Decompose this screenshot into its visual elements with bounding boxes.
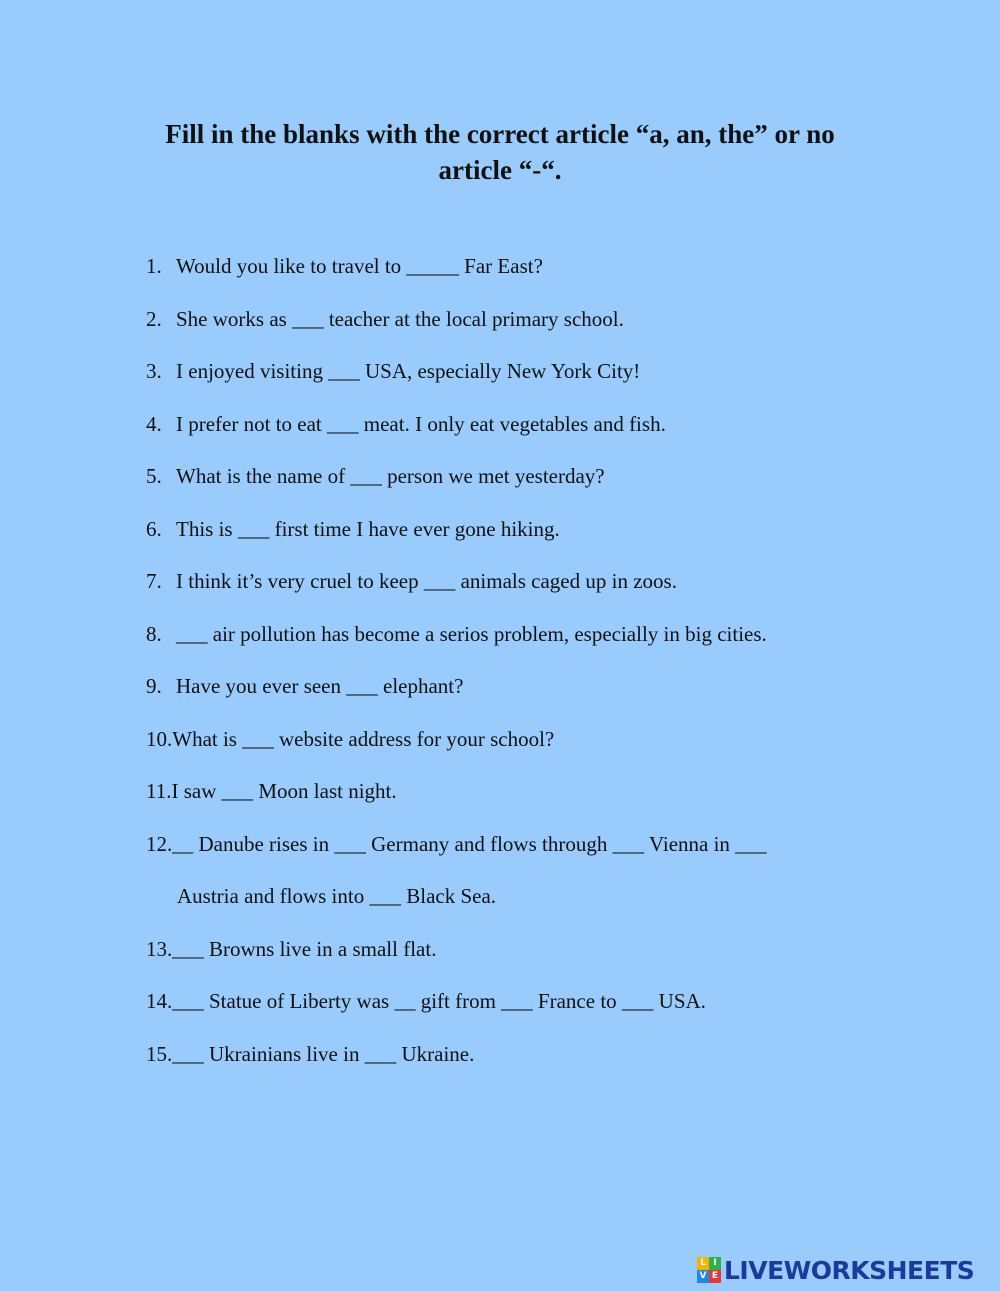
exercise-item-6 <box>146 513 906 566</box>
exercise-item-12 <box>146 828 906 881</box>
item-text: Austria and flows into ___ Black Sea. <box>177 884 497 908</box>
item-number: 4. <box>146 411 162 436</box>
exercise-item-7 <box>146 565 906 618</box>
exercise-item-14 <box>146 985 906 1038</box>
exercise-item-13 <box>146 933 906 986</box>
item-number: 2. <box>146 306 162 331</box>
item-text: I prefer not to eat ___ meat. I only eat vegetables and fish. <box>176 411 666 436</box>
item-text: She works as ___ teacher at the local primary school. <box>176 306 624 331</box>
worksheet-title <box>100 116 900 188</box>
liveworksheets-logo[interactable] <box>697 1255 974 1285</box>
item-text: Would you like to travel to _____ Far East? <box>176 254 543 278</box>
item-text: I saw ___ Moon last night. <box>171 779 397 803</box>
item-number: 15. <box>146 1041 173 1066</box>
title-line-2: article “-“. <box>438 155 562 185</box>
exercise-item-1 <box>146 250 906 303</box>
exercise-item-5 <box>146 460 906 513</box>
exercise-item-4 <box>146 408 906 461</box>
exercise-item-15 <box>146 1038 906 1091</box>
item-text: ___ Statue of Liberty was __ gift from ___ France to ___ USA. <box>172 989 706 1013</box>
logo-tile-l: L <box>697 1257 709 1270</box>
liveworksheets-logo-text: LIVEWORKSHEETS <box>724 1255 975 1285</box>
item-number: 7. <box>146 569 162 593</box>
item-text: ___ Browns live in a small flat. <box>172 936 437 961</box>
exercise-item-9 <box>146 670 906 723</box>
item-text: What is the name of ___ person we met yesterday? <box>176 464 605 488</box>
item-text: I enjoyed visiting ___ USA, especially New York City! <box>176 359 641 383</box>
item-text: Have you ever seen ___ elephant? <box>176 674 464 698</box>
item-text: ___ air pollution has become a serios problem, especially in big cities. <box>176 621 767 646</box>
logo-tile-e: E <box>709 1270 721 1283</box>
exercise-item-8 <box>146 618 906 671</box>
item-number: 11. <box>146 779 172 803</box>
item-number: 10. <box>146 726 173 751</box>
item-text: __ Danube rises in ___ Germany and flows through ___ Vienna in ___ <box>172 831 767 856</box>
title-line-1: Fill in the blanks with the correct article “a, an, the” or no <box>165 119 835 149</box>
item-number: 13. <box>146 936 173 961</box>
item-number: 12. <box>146 831 173 856</box>
exercise-item-3 <box>146 355 906 408</box>
item-number: 6. <box>146 516 162 541</box>
item-number: 3. <box>146 359 162 383</box>
exercise-item-10 <box>146 723 906 776</box>
item-text: What is ___ website address for your school? <box>172 726 555 751</box>
item-number: 14. <box>146 989 173 1013</box>
item-text: This is ___ first time I have ever gone hiking. <box>176 516 560 541</box>
item-number: 1. <box>146 254 162 278</box>
liveworksheets-logo-icon <box>697 1257 721 1283</box>
item-number: 9. <box>146 674 162 698</box>
item-number: 8. <box>146 621 162 646</box>
exercise-item-11 <box>146 775 906 828</box>
logo-tile-i: I <box>709 1257 721 1270</box>
exercise-item-12-continued <box>146 880 906 933</box>
exercise-item-2 <box>146 303 906 356</box>
item-text: I think it’s very cruel to keep ___ animals caged up in zoos. <box>176 569 677 593</box>
exercise-list <box>146 250 906 1090</box>
item-number: 5. <box>146 464 162 488</box>
item-text: ___ Ukrainians live in ___ Ukraine. <box>172 1041 475 1066</box>
logo-tile-v: V <box>697 1270 709 1283</box>
